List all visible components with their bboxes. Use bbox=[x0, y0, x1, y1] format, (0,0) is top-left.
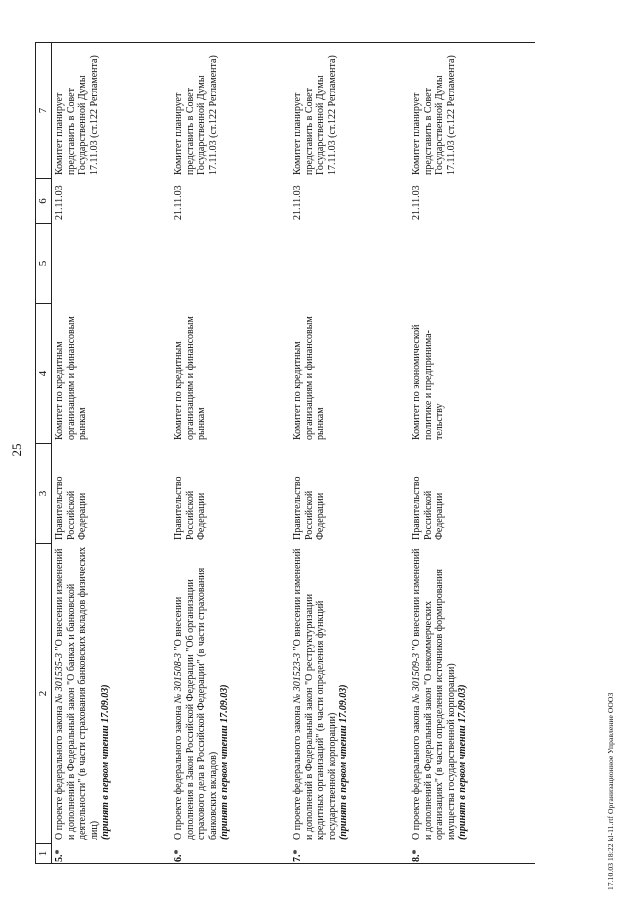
bill-description bbox=[171, 543, 290, 843]
plan-cell: Комитет планирует представить в Совет Государственной Думы 17.11.03 (ст.122 Регламента) bbox=[411, 55, 457, 175]
bill-lead: О проекте федерального закона bbox=[54, 703, 65, 840]
responsible-committee: Комитет по кредитным организациям и финансовым рынкам bbox=[292, 316, 326, 440]
header-col-2: 2 bbox=[36, 543, 51, 843]
col5-cell bbox=[171, 223, 290, 303]
bill-author: Правительство Российской Федерации bbox=[411, 476, 445, 540]
row-number: 5.* bbox=[54, 849, 65, 862]
bill-number: № 301535-3 bbox=[54, 652, 65, 704]
date-cell: 21.11.03 bbox=[292, 185, 303, 220]
reading-note: (принят в первом чтении 17.09.03) bbox=[219, 684, 230, 840]
date-cell: 21.11.03 bbox=[54, 185, 65, 220]
bill-lead: О проекте федерального закона bbox=[173, 703, 184, 840]
responsible-committee: Комитет по кредитным организациям и финансовым рынкам bbox=[54, 316, 88, 440]
date-cell: 21.11.03 bbox=[173, 185, 184, 220]
bill-number: № 301509-3 bbox=[411, 652, 422, 704]
header-col-4: 4 bbox=[36, 303, 51, 443]
header-col-5: 5 bbox=[36, 223, 51, 303]
bill-author: Правительство Российской Федерации bbox=[173, 476, 207, 540]
bill-lead: О проекте федерального закона bbox=[292, 703, 303, 840]
bill-number: № 301508-3 bbox=[173, 652, 184, 704]
row-number: 8.* bbox=[411, 849, 422, 862]
col5-cell bbox=[52, 223, 171, 303]
bill-author: Правительство Российской Федерации bbox=[54, 476, 88, 540]
bill-description bbox=[409, 543, 535, 843]
table-row bbox=[171, 43, 290, 863]
bill-text: "О внесении изменений и дополнений в Федеральный закон "О реструктуризации кредитных организаций" (в части определения функций государственной корпорации) bbox=[292, 548, 338, 840]
plan-cell: Комитет планирует представить в Совет Государственной Думы 17.11.03 (ст.122 Регламента) bbox=[54, 55, 100, 175]
table-row bbox=[290, 43, 409, 863]
bills-table bbox=[35, 42, 535, 864]
table-header bbox=[35, 43, 52, 863]
row-number: 7.* bbox=[292, 849, 303, 862]
header-col-3: 3 bbox=[36, 443, 51, 543]
responsible-committee: Комитет по кредитным организациям и финансовым рынкам bbox=[173, 316, 207, 440]
bill-text: "О внесении изменений и дополнений в Федеральный закон "О банках и банковской деятельности" (в части страхования банковских вкладов физических лиц) bbox=[54, 546, 100, 840]
table-row bbox=[52, 43, 171, 863]
col5-cell bbox=[290, 223, 409, 303]
header-col-6: 6 bbox=[36, 178, 51, 223]
responsible-committee: Комитет по экономической политике и предпринима-тельству bbox=[411, 324, 445, 440]
row-number: 6.* bbox=[173, 849, 184, 862]
header-col-1: 1 bbox=[36, 843, 51, 863]
reading-note: (принят в первом чтении 17.09.03) bbox=[100, 684, 111, 840]
document-footer: 17.10.03 18:22 kl-11.rtf Организационное Управление ООО3 bbox=[606, 692, 615, 890]
date-cell: 21.11.03 bbox=[411, 185, 422, 220]
header-col-7: 7 bbox=[37, 107, 49, 114]
bill-number: № 301523-3 bbox=[292, 652, 303, 704]
page-number: 25 bbox=[9, 443, 24, 457]
bill-description bbox=[290, 543, 409, 843]
bill-text: "О внесении дополнения в Закон Российской Федерации "Об организации страхового дела в Российской Федерации" (в части страхования банковских вкладов) bbox=[173, 567, 219, 840]
col5-cell bbox=[409, 223, 535, 303]
reading-note: (принят в первом чтении 17.09.03) bbox=[457, 684, 468, 840]
bill-lead: О проекте федерального закона bbox=[411, 703, 422, 840]
plan-cell: Комитет планирует представить в Совет Государственной Думы 17.11.03 (ст.122 Регламента) bbox=[173, 55, 219, 175]
bill-author: Правительство Российской Федерации bbox=[292, 476, 326, 540]
reading-note: (принят в первом чтении 17.09.03) bbox=[338, 684, 349, 840]
bill-text: "О внесении изменений и дополнений в Федеральный закон "О некоммерческих организациях" (в части определения источников формирования имущества государственной корпорации) bbox=[411, 548, 457, 840]
table-row bbox=[409, 43, 535, 863]
bill-description bbox=[52, 543, 171, 843]
plan-cell: Комитет планирует представить в Совет Государственной Думы 17.11.03 (ст.122 Регламента) bbox=[292, 55, 338, 175]
